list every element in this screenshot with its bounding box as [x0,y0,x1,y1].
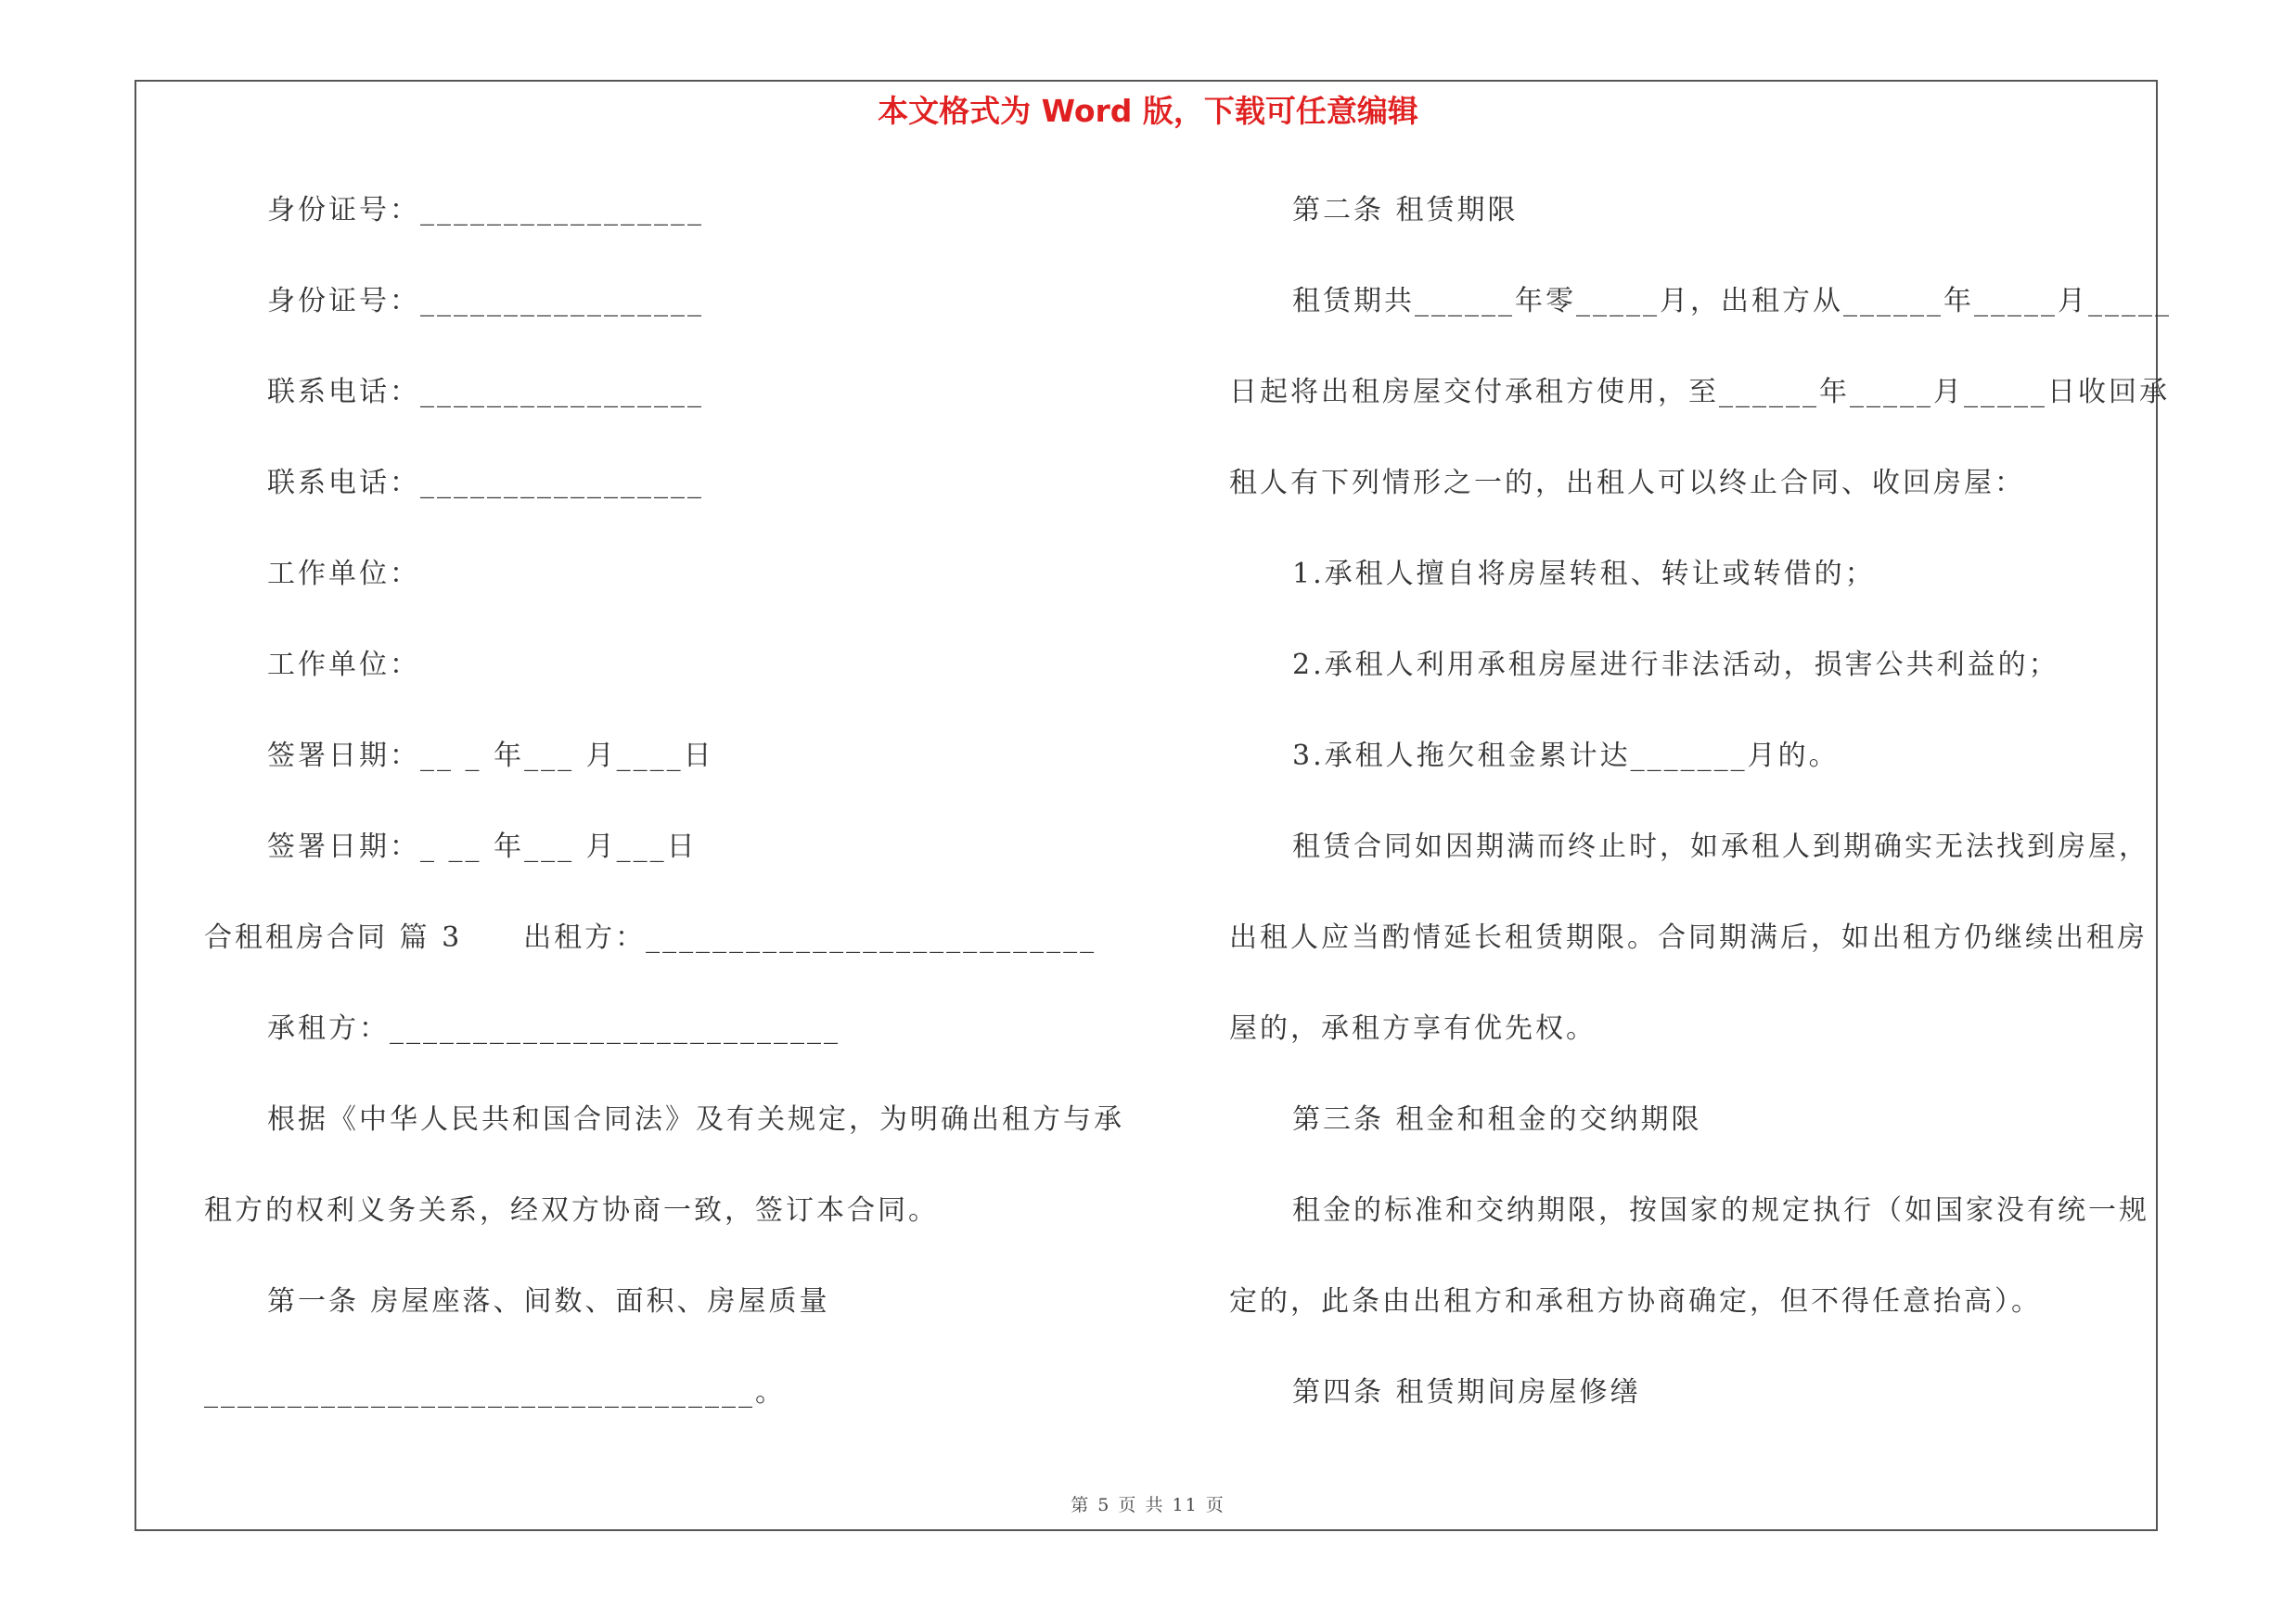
text-line: 身份证号：_________________ [267,194,704,226]
paragraph-line: 根据《中华人民共和国合同法》及有关规定，为明确出租方与承 [267,1103,1124,1136]
text-line: _________________________________。 [204,1376,786,1409]
format-notice-banner: 本文格式为 Word 版，下载可任意编辑 [878,93,1418,129]
article-heading: 第三条 租金和租金的交纳期限 [1292,1103,1702,1136]
paragraph-line: 租赁期共______年零_____月，出租方从______年_____月_____ [1292,285,2172,317]
text-line: 工作单位： [267,558,420,590]
paragraph-line: 租金的标准和交纳期限，按国家的规定执行（如国家没有统一规 [1292,1194,2149,1227]
paragraph-line: 租方的权利义务关系，经双方协商一致，签订本合同。 [204,1194,939,1227]
text-line: 工作单位： [267,649,420,681]
article-heading: 第四条 租赁期间房屋修缮 [1292,1376,1641,1409]
paragraph-line: 出租人应当酌情延长租赁期限。合同期满后，如出租方仍继续出租房 [1229,921,2148,954]
page-number-footer: 第 5 页 共 11 页 [1071,1495,1225,1515]
text-line: 签署日期：_ __ 年___ 月___日 [267,831,698,863]
paragraph-line: 日起将出租房屋交付承租方使用，至______年_____月_____日收回承 [1229,376,2170,408]
paragraph-line: 租赁合同如因期满而终止时，如承租人到期确实无法找到房屋， [1292,831,2149,863]
paragraph-line: 定的，此条由出租方和承租方协商确定，但不得任意抬高）。 [1229,1285,2042,1318]
text-line: 联系电话：_________________ [267,467,704,499]
article-heading: 第二条 租赁期限 [1292,194,1519,226]
list-item: 3.承租人拖欠租金累计达_______月的。 [1292,740,1840,772]
text-line: 签署日期：__ _ 年___ 月____日 [267,740,714,772]
text-line: 联系电话：_________________ [267,376,704,408]
paragraph-line: 租人有下列情形之一的，出租人可以终止合同、收回房屋： [1229,467,2025,499]
section-heading: 合租租房合同 篇 3 出租方：___________________________ [204,921,1097,954]
text-line: 身份证号：_________________ [267,285,704,317]
paragraph-line: 屋的，承租方享有优先权。 [1229,1012,1597,1045]
list-item: 1.承租人擅自将房屋转租、转让或转借的； [1292,558,1876,590]
text-line: 承租方：___________________________ [267,1012,840,1045]
article-heading: 第一条 房屋座落、间数、面积、房屋质量 [267,1285,830,1318]
list-item: 2.承租人利用承租房屋进行非法活动，损害公共利益的； [1292,649,2059,681]
